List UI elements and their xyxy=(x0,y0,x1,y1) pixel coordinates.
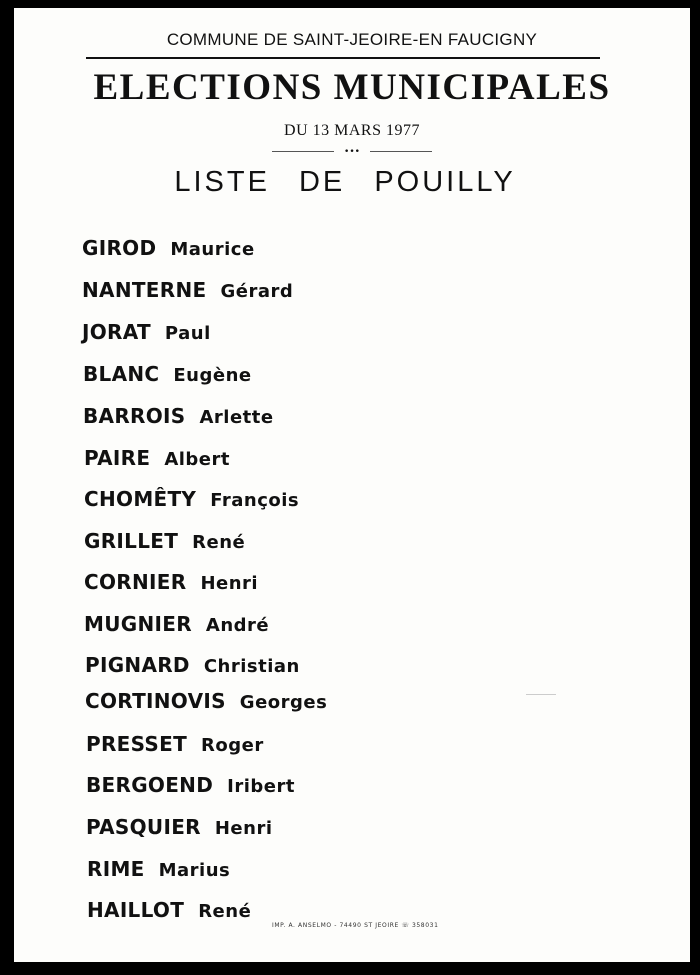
list-title: LISTE DE POUILLY xyxy=(174,166,516,198)
candidate-row xyxy=(86,773,295,797)
candidate-last-name: GRILLET xyxy=(84,529,179,553)
candidate-first-name: Maurice xyxy=(170,239,255,260)
candidate-list xyxy=(14,8,690,962)
candidate-first-name: Arlette xyxy=(199,407,274,428)
candidate-row xyxy=(87,857,230,881)
candidate-row xyxy=(82,236,255,260)
candidate-row xyxy=(86,732,264,756)
election-date: DU 13 MARS 1977 xyxy=(284,122,420,139)
page-edge-shadow xyxy=(0,0,14,975)
candidate-first-name: Marius xyxy=(158,860,231,881)
candidate-last-name: BARROIS xyxy=(83,404,186,428)
candidate-first-name: Christian xyxy=(203,656,300,677)
paper-smudge xyxy=(526,694,556,695)
candidate-first-name: Paul xyxy=(164,323,211,344)
candidate-last-name: BERGOEND xyxy=(86,773,214,797)
candidate-last-name: JORAT xyxy=(82,320,151,344)
candidate-row xyxy=(86,815,273,839)
candidate-first-name: Albert xyxy=(164,449,230,470)
candidate-row xyxy=(83,404,274,428)
candidate-row xyxy=(83,362,252,386)
candidate-last-name: CORNIER xyxy=(84,570,187,594)
candidate-first-name: Henri xyxy=(214,818,273,839)
candidate-last-name: MUGNIER xyxy=(84,612,192,636)
candidate-row xyxy=(87,898,251,922)
candidate-first-name: Henri xyxy=(200,573,259,594)
candidate-row xyxy=(84,570,258,594)
candidate-first-name: François xyxy=(210,490,300,511)
candidate-last-name: PAIRE xyxy=(84,446,151,470)
candidate-row xyxy=(82,278,293,302)
candidate-row xyxy=(84,529,245,553)
candidate-row xyxy=(85,689,327,713)
candidate-first-name: Gérard xyxy=(220,281,294,302)
candidate-row xyxy=(82,320,211,344)
candidate-last-name: HAILLOT xyxy=(87,898,185,922)
poster-title: ELECTIONS MUNICIPALES xyxy=(93,67,611,108)
candidate-first-name: Roger xyxy=(201,735,264,756)
candidate-first-name: René xyxy=(192,532,246,553)
candidate-last-name: CORTINOVIS xyxy=(85,689,226,713)
candidate-row xyxy=(84,446,230,470)
candidate-last-name: GIROD xyxy=(82,236,157,260)
candidate-first-name: Eugène xyxy=(173,365,252,386)
candidate-last-name: PRESSET xyxy=(86,732,188,756)
election-poster xyxy=(14,8,690,962)
candidate-last-name: BLANC xyxy=(83,362,160,386)
candidate-first-name: René xyxy=(198,901,252,922)
candidate-last-name: PIGNARD xyxy=(85,653,190,677)
candidate-first-name: André xyxy=(205,615,270,636)
printer-imprint: IMP. A. ANSELMO - 74490 ST JEOIRE ☏ 358031 xyxy=(272,922,439,929)
candidate-first-name: Georges xyxy=(239,692,328,713)
candidate-row xyxy=(84,487,299,511)
commune-heading: COMMUNE DE SAINT-JEOIRE-EN FAUCIGNY xyxy=(166,30,538,49)
candidate-last-name: NANTERNE xyxy=(82,278,207,302)
candidate-last-name: CHOMÊTY xyxy=(84,487,197,511)
candidate-last-name: PASQUIER xyxy=(86,815,201,839)
ornament-dots: ••• xyxy=(344,147,360,157)
candidate-row xyxy=(85,653,300,677)
candidate-last-name: RIME xyxy=(87,857,145,881)
candidate-row xyxy=(84,612,269,636)
candidate-first-name: Iribert xyxy=(227,776,295,797)
